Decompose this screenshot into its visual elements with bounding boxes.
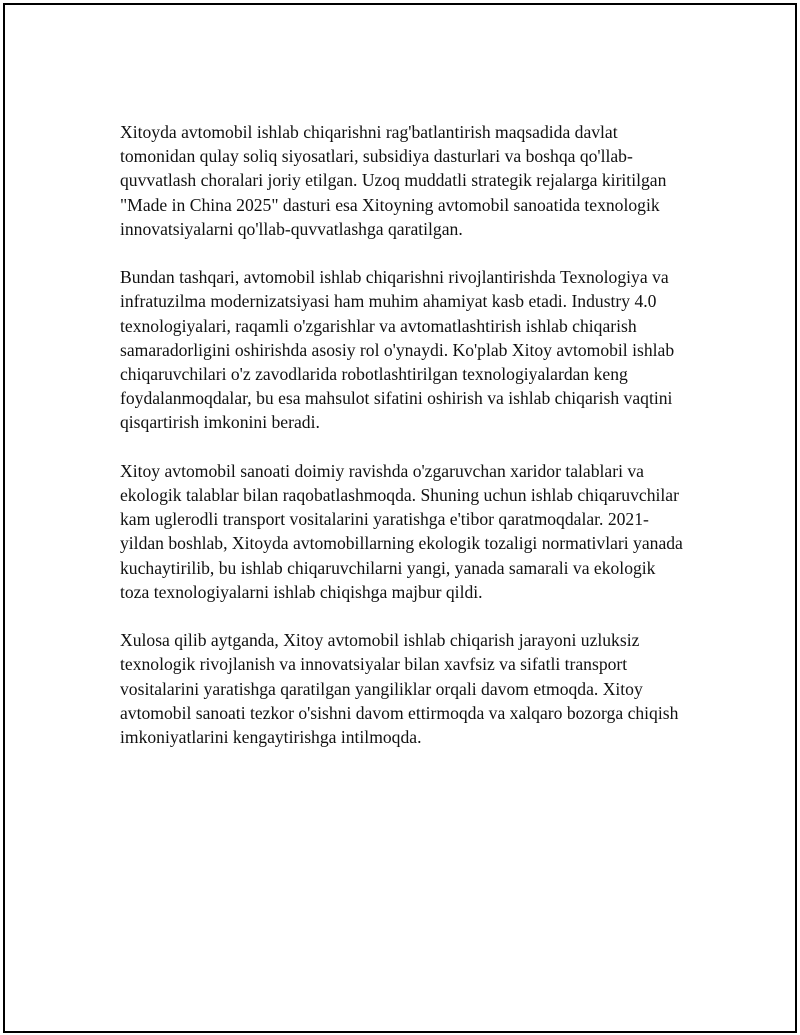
paragraph-3: Xitoy avtomobil sanoati doimiy ravishda o'zgaruvchan xaridor talablari va ekologik talablar bilan raqobatlashmoqda. Shuning uchun ishlab chiqaruvchilar kam uglerodli transport vositalarini yaratishga e'tibor qaratmoqdalar. 2021-yildan boshlab, Xitoyda avtomobillarning ekologik tozaligi normativlari yanada kuchaytirilib, bu ishlab chiqaruvchilarni yangi, yanada samarali va ekologik toza texnologiyalarni ishlab chiqishga majbur qildi. xyxy=(120,460,683,602)
paragraph-1: Xitoyda avtomobil ishlab chiqarishni rag'batlantirish maqsadida davlat tomonidan qulay soliq siyosatlari, subsidiya dasturlari va boshqa qo'llab-quvvatlash choralari joriy etilgan. Uzoq muddatli strategik rejalarga kiritilgan "Made in China 2025" dasturi esa Xitoyning avtomobil sanoatida texnologik innovatsiyalarni qo'llab-quvvatlashga qaratilgan. xyxy=(120,122,667,239)
paragraph-2: Bundan tashqari, avtomobil ishlab chiqarishni rivojlantirishda Texnologiya va infratuzilma modernizatsiyasi ham muhim ahamiyat kasb etadi. Industry 4.0 texnologiyalari, raqamli o'zgarishlar va avtomatlashtirish ishlab chiqarish samaradorligini oshirishda asosiy rol o'ynaydi. Ko'plab Xitoy avtomobil ishlab chiqaruvchilari o'z zavodlarida robotlashtirilgan texnologiyalardan keng foydalanmoqdalar, bu esa mahsulot sifatini oshirish va ishlab chiqarish vaqtini qisqartirish imkonini beradi. xyxy=(120,267,675,433)
document-page xyxy=(3,3,797,1033)
document-body xyxy=(120,120,685,773)
paragraph-4: Xulosa qilib aytganda, Xitoy avtomobil ishlab chiqarish jarayoni uzluksiz texnologik rivojlanish va innovatsiyalar bilan xavfsiz va sifatli transport vositalarini yaratishga qaratilgan yangiliklar orqali davom etmoqda. Xitoy avtomobil sanoati tezkor o'sishni davom ettirmoqda va xalqaro bozorga chiqish imkoniyatlarini kengaytirishga intilmoqda. xyxy=(120,630,679,748)
